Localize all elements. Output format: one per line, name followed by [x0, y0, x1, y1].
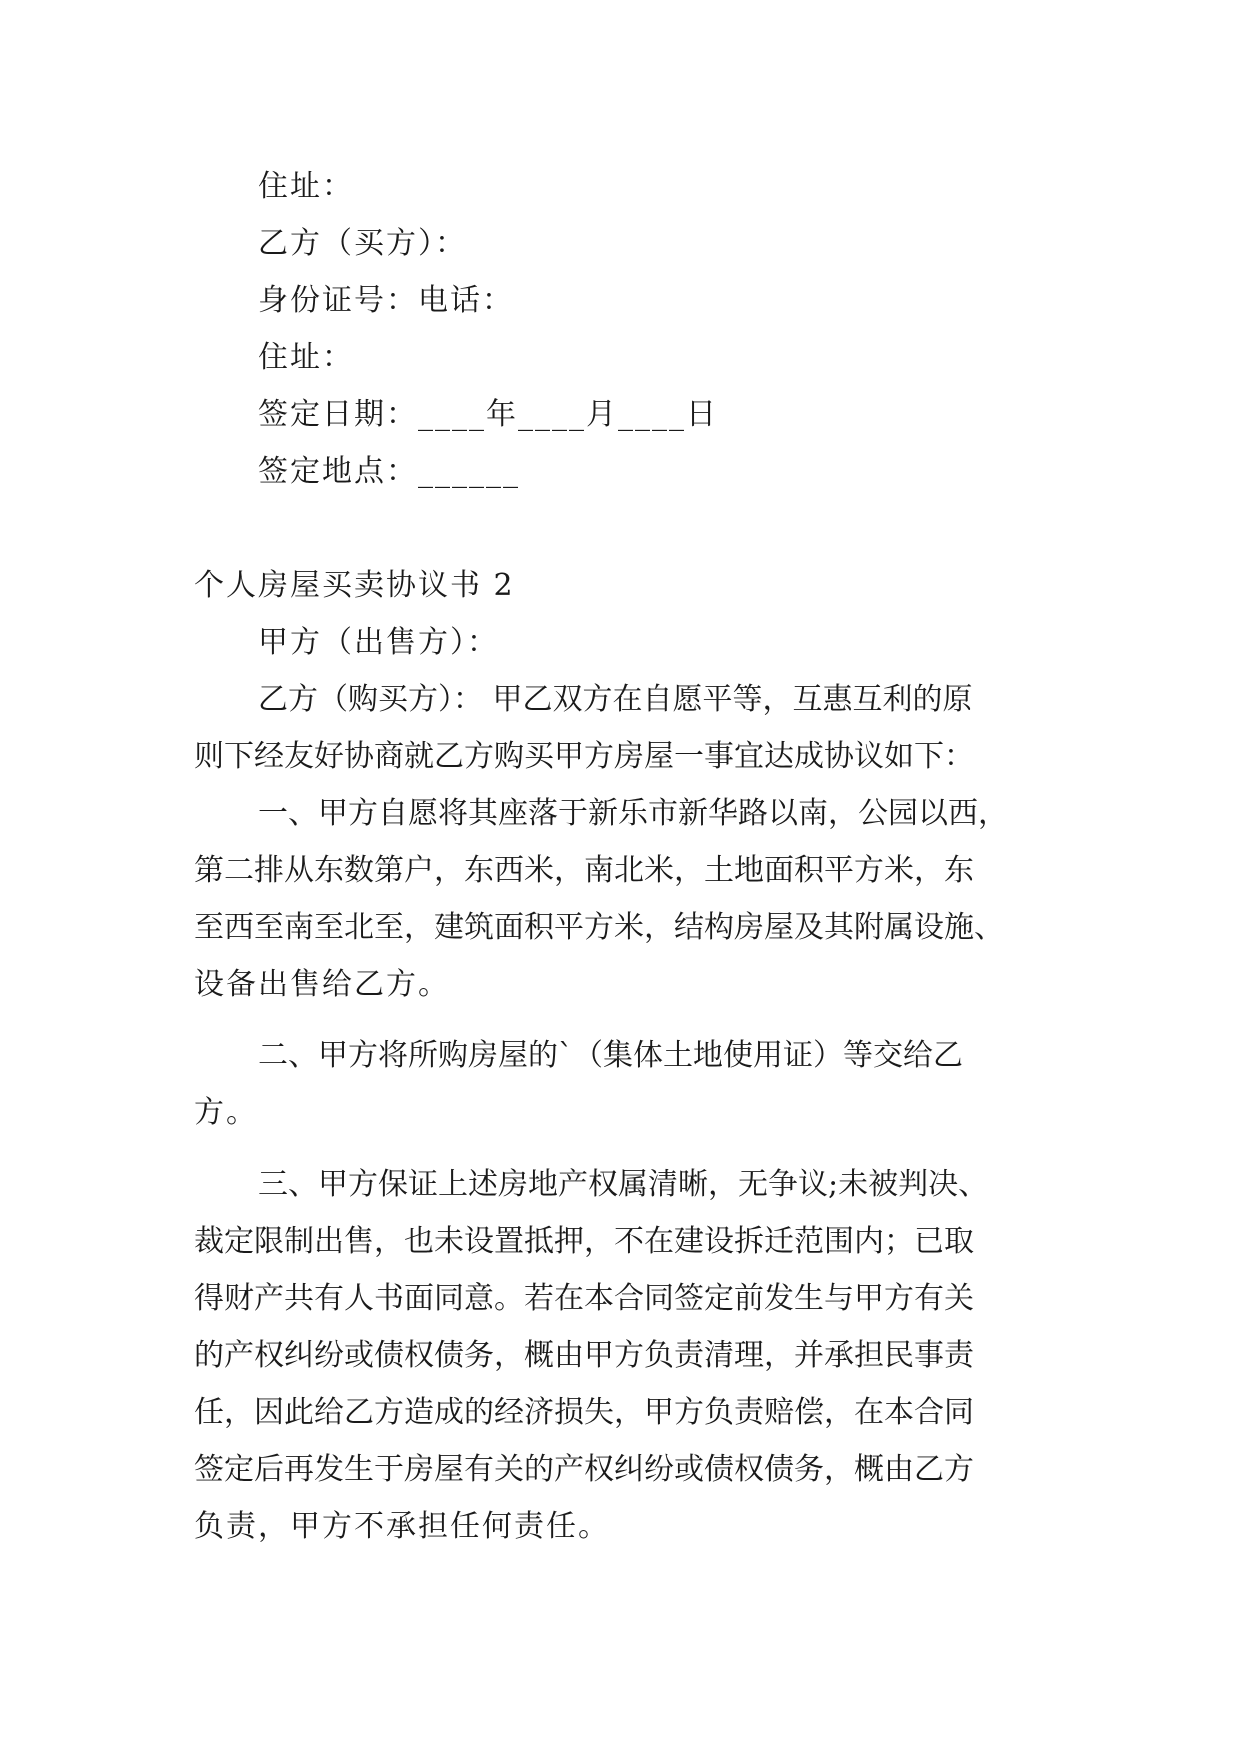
clause-3-line: 三、甲方保证上述房地产权属清晰，无争议;未被判决、 — [258, 1167, 989, 1202]
body-line: 签定后再发生于房屋有关的产权纠纷或债权债务，概由乙方 — [194, 1452, 974, 1487]
section-title: 个人房屋买卖协议书 2 — [194, 568, 515, 603]
body-line: 则下经友好协商就乙方购买甲方房屋一事宜达成协议如下： — [194, 739, 974, 774]
body-line: 得财产共有人书面同意。若在本合同签定前发生与甲方有关 — [194, 1281, 974, 1316]
signing-date-field: 签定日期：____年____月____日 — [258, 397, 718, 432]
body-line: 设备出售给乙方。 — [194, 967, 450, 1002]
body-line: 裁定限制出售，也未设置抵押，不在建设拆迁范围内；已取 — [194, 1224, 974, 1259]
body-line: 的产权纠纷或债权债务，概由甲方负责清理，并承担民事责 — [194, 1338, 974, 1373]
party-a-seller-line: 甲方（出售方）： — [258, 625, 499, 660]
body-line: 第二排从东数第户，东西米，南北米，土地面积平方米，东 — [194, 853, 974, 888]
clause-1-line: 一、甲方自愿将其座落于新乐市新华路以南，公园以西， — [258, 796, 1008, 831]
address-field-1: 住址： — [258, 169, 354, 204]
party-b-buyer-field: 乙方（买方）： — [258, 226, 467, 261]
body-line: 乙方（购买方）： 甲乙双方在自愿平等，互惠互利的原 — [258, 682, 973, 717]
body-line: 方。 — [194, 1095, 258, 1130]
address-field-2: 住址： — [258, 340, 354, 375]
body-line: 任，因此给乙方造成的经济损失，甲方负责赔偿，在本合同 — [194, 1395, 974, 1430]
clause-2-line: 二、甲方将所购房屋的`（集体土地使用证）等交给乙 — [258, 1038, 963, 1073]
id-phone-field: 身份证号：电话： — [258, 283, 514, 318]
body-line: 至西至南至北至，建筑面积平方米，结构房屋及其附属设施、 — [194, 910, 1004, 945]
signing-place-field: 签定地点：______ — [258, 454, 520, 489]
body-line: 负责，甲方不承担任何责任。 — [194, 1509, 610, 1544]
